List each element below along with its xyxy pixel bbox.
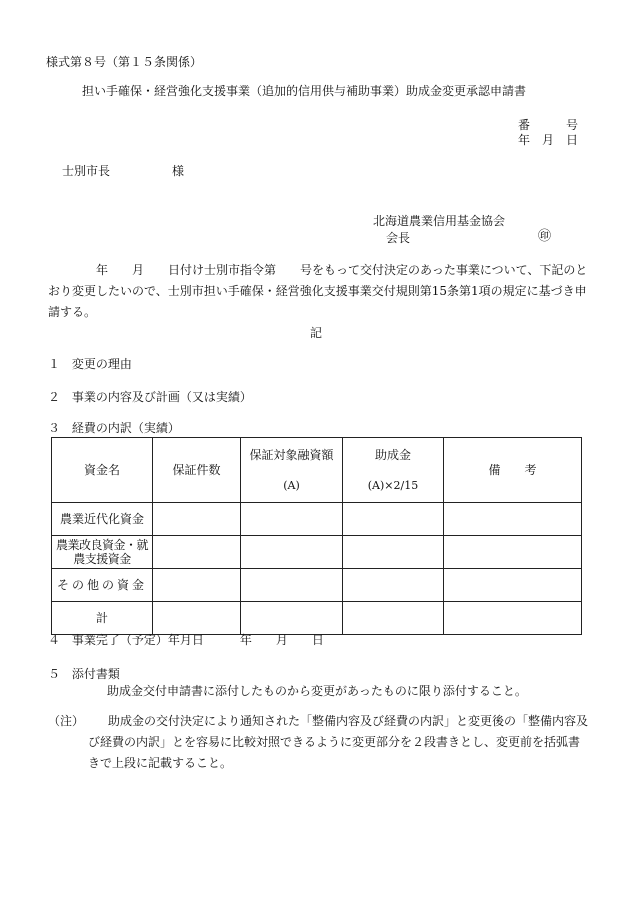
cell-count: [153, 569, 241, 602]
item-3: [48, 421, 180, 435]
cell-amount: [241, 503, 343, 536]
header-fund-name: 資金名: [52, 438, 153, 503]
header-grant-label: 助成金: [374, 448, 411, 463]
item-1: [48, 357, 132, 371]
number-line: 番 号: [517, 118, 578, 132]
item-4-number: ４: [48, 633, 61, 647]
item-3-label: 経費の内訳（実績）: [71, 421, 180, 435]
row-label-improvement: 農業改良資金・就農支援資金: [52, 536, 153, 569]
cell-amount: [241, 569, 343, 602]
item-2: [48, 390, 252, 404]
row-label-total: 計: [52, 602, 153, 635]
applicant-title: 会長: [386, 231, 411, 245]
document-title: 担い手確保・経営強化支援事業（追加的信用供与補助事業）助成金変更承認申請書: [82, 84, 527, 98]
item-3-number: ３: [48, 421, 61, 435]
note-label: （注）: [48, 714, 85, 728]
date-line: 年 月 日: [517, 133, 578, 147]
cell-count: [153, 602, 241, 635]
addressee-name: 士別市長: [62, 164, 111, 178]
header-guarantee-count: 保証件数: [153, 438, 241, 503]
cell-grant: [343, 569, 444, 602]
header-grant-formula: (A)×2/15: [367, 478, 419, 492]
form-number: 様式第８号（第１５条関係）: [46, 55, 203, 69]
row-label-modernization: 農業近代化資金: [52, 503, 153, 536]
header-remarks: 備 考: [444, 438, 582, 503]
table-row: [52, 602, 582, 635]
header-guarantee-amount-label: 保証対象融資額: [249, 448, 334, 463]
table-row: [52, 536, 582, 569]
item-5-number: ５: [48, 667, 61, 681]
header-guarantee-amount-symbol: (A): [283, 478, 300, 492]
note-text: 助成金の交付決定により通知された「整備内容及び経費の内訳」と変更後の「整備内容及び経費の内訳」とを容易に比較対照できるように変更部分を２段書きとし、変更前を括弧書きで上段に記載すること。: [88, 714, 589, 770]
cell-remarks: [444, 602, 582, 635]
item-2-label: 事業の内容及び計画（又は実績）: [71, 390, 252, 404]
seal-mark: ㊞: [538, 229, 552, 244]
item-4-label: 事業完了（予定）年月日 年 月 日: [71, 633, 324, 647]
header-guarantee-amount: [241, 438, 343, 503]
cell-grant: [343, 503, 444, 536]
cell-count: [153, 536, 241, 569]
item-4: [48, 633, 324, 647]
attachment-instruction: 助成金交付申請書に添付したものから変更があったものに限り添付すること。: [107, 684, 527, 698]
cell-grant: [343, 536, 444, 569]
cell-count: [153, 503, 241, 536]
ki-heading: 記: [310, 326, 323, 340]
table-row: [52, 503, 582, 536]
applicant-org: 北海道農業信用基金協会: [373, 214, 506, 228]
item-5-label: 添付書類: [71, 667, 120, 681]
cell-grant: [343, 602, 444, 635]
cell-amount: [241, 536, 343, 569]
addressee-honorific: 様: [172, 164, 185, 178]
item-2-number: ２: [48, 390, 61, 404]
table-row: [52, 569, 582, 602]
table-header-row: [52, 438, 582, 503]
body-paragraph: 年 月 日付け士別市指令第 号をもって交付決定のあった事業について、下記のとおり変更したいので、士別市担い手確保・経営強化支援事業交付規則第15条第1項の規定に基づき申請する。: [48, 263, 588, 319]
cell-remarks: [444, 569, 582, 602]
cell-remarks: [444, 503, 582, 536]
item-1-number: １: [48, 357, 61, 371]
header-grant: [343, 438, 444, 503]
cell-amount: [241, 602, 343, 635]
item-5: [48, 667, 120, 681]
item-1-label: 変更の理由: [71, 357, 132, 371]
cell-remarks: [444, 536, 582, 569]
row-label-other: その他の資金: [52, 569, 153, 602]
expense-table: [51, 437, 582, 635]
